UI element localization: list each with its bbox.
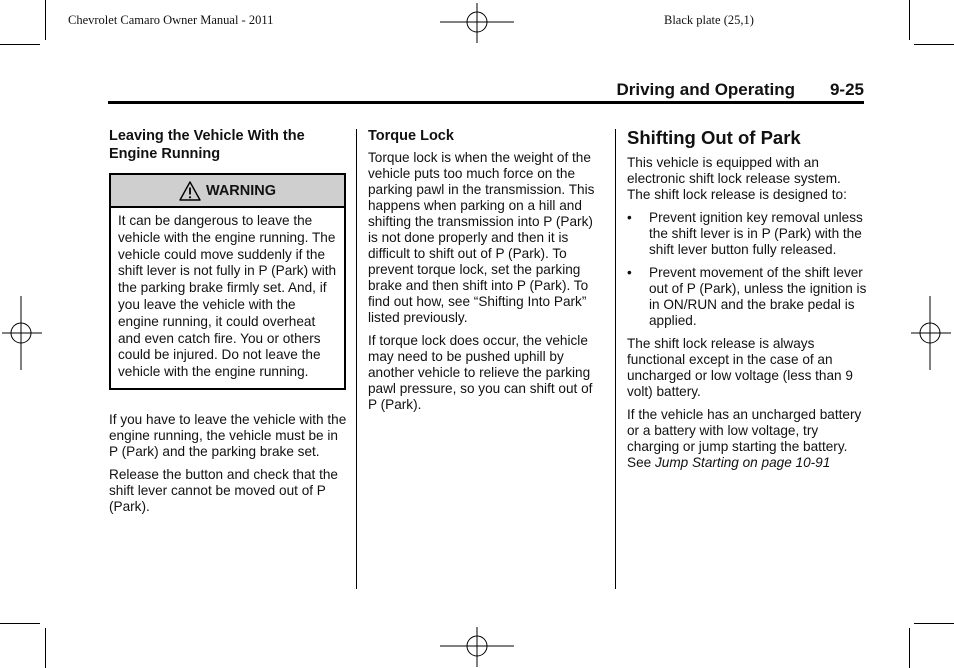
registration-target-icon	[2, 296, 42, 370]
warning-label: WARNING	[205, 182, 277, 199]
header-rule	[108, 101, 864, 104]
warning-box	[109, 173, 346, 390]
warning-header	[111, 175, 344, 208]
paragraph-text: If the vehicle has an uncharged battery or a battery with low voltage, try charging or jump starting the battery. See	[627, 407, 862, 470]
plate-label-right: Black plate (25,1)	[664, 13, 754, 27]
list-item	[627, 265, 867, 329]
section-heading: Leaving the Vehicle With the Engine Running	[109, 128, 305, 162]
cross-reference-link[interactable]: Jump Starting on page 10-91	[654, 455, 831, 470]
section-heading: Torque Lock	[368, 128, 454, 144]
paragraph: If torque lock does occur, the vehicle may need to be pushed uphill by another vehicle to relieve the parking pawl pressure, so you can shift out of P (Park).	[368, 333, 593, 412]
crop-mark	[0, 44, 40, 45]
warning-triangle-icon	[179, 181, 201, 201]
list-item-text: Prevent ignition key removal unless the shift lever is in P (Park) with the shift lever button fully released.	[649, 210, 863, 257]
column-middle	[368, 127, 598, 420]
paragraph: If you have to leave the vehicle with the engine running, the vehicle must be in P (Park) and the parking brake set.	[109, 411, 347, 459]
crop-mark	[0, 623, 40, 624]
column-right	[627, 127, 867, 478]
crop-mark	[45, 628, 46, 668]
crop-mark	[914, 623, 954, 624]
paragraph	[627, 407, 867, 471]
paragraph: This vehicle is equipped with an electronic shift lock release system. The shift lock release is designed to:	[627, 155, 847, 202]
column-left	[109, 127, 347, 522]
paragraph: Release the button and check that the shift lever cannot be moved out of P (Park).	[109, 466, 338, 514]
list-item-text: Prevent movement of the shift lever out of P (Park), unless the ignition is in ON/RUN and the brake pedal is applied.	[649, 265, 867, 328]
page-section-title: Shifting Out of Park	[627, 127, 801, 148]
page-number: 9-25	[829, 80, 864, 99]
registration-target-icon	[911, 296, 951, 370]
column-divider	[615, 129, 616, 589]
bullet-icon: •	[627, 210, 632, 225]
registration-target-icon	[440, 627, 514, 667]
registration-target-icon	[440, 3, 514, 43]
paragraph: Torque lock is when the weight of the vehicle puts too much force on the parking pawl in the transmission. This happens when parking on a hill and shifting the transmission into P (Park) is not done properly and then it is difficult to shift out of P (Park). To prevent torque lock, set the parking brake and then shift into P (Park). To find out how, see “Shifting Into Park” listed previously.	[368, 150, 595, 325]
paragraph: The shift lock release is always functional except in the case of an uncharged or low voltage (less than 9 volt) battery.	[627, 336, 853, 399]
crop-mark	[45, 0, 46, 40]
warning-text: It can be dangerous to leave the vehicle with the engine running. The vehicle could move suddenly if the shift lever is not fully in P (Park) with the parking brake firmly set. And, if you leave the vehicle with the engine running, it could overheat and even catch fire. You or others could be injured. Do not leave the vehicle with the engine running.	[118, 213, 337, 380]
section-title: Driving and Operating	[616, 80, 795, 99]
crop-mark	[909, 628, 910, 668]
list-item	[627, 210, 867, 258]
plate-label-left: Chevrolet Camaro Owner Manual - 2011	[68, 13, 274, 27]
bullet-icon: •	[627, 265, 632, 280]
crop-mark	[914, 44, 954, 45]
crop-mark	[909, 0, 910, 40]
column-divider	[356, 129, 357, 589]
